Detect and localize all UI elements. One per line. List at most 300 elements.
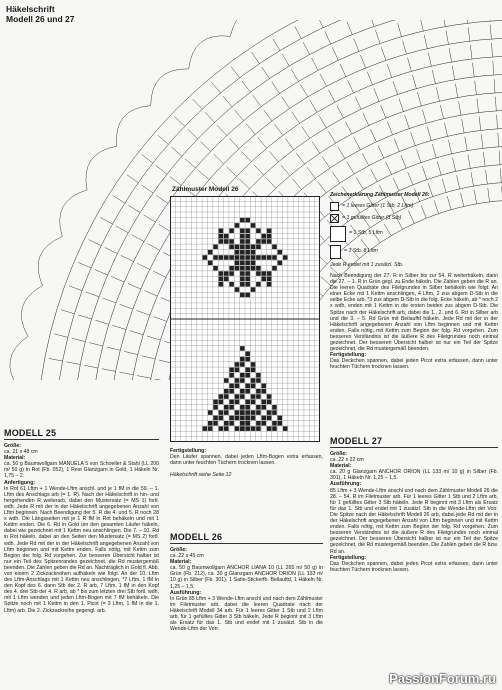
filled-mesh <box>229 282 234 287</box>
filled-mesh <box>245 234 250 239</box>
stitch-mark <box>89 240 102 246</box>
fertig-label: Fertigstellung: <box>330 352 367 359</box>
fertig-label: Fertigstellung: <box>170 448 207 454</box>
stitch-mark <box>422 166 427 179</box>
filled-mesh <box>240 346 245 351</box>
stitch-mark <box>446 31 449 45</box>
filled-mesh <box>245 266 250 271</box>
filled-mesh <box>245 255 250 260</box>
stitch-mark <box>95 320 108 324</box>
filled-mesh <box>240 426 245 431</box>
filled-mesh <box>213 405 218 410</box>
stitch-mark <box>72 338 86 341</box>
stitch-mark <box>403 41 407 55</box>
stitch-mark <box>418 92 422 106</box>
filled-mesh <box>240 410 245 415</box>
filled-mesh <box>245 239 250 244</box>
stitch-mark <box>137 376 151 379</box>
filled-mesh <box>251 410 256 415</box>
filled-mesh <box>283 255 288 260</box>
tall-square-icon <box>330 245 341 259</box>
filled-mesh <box>235 245 240 250</box>
stitch-mark <box>498 133 499 147</box>
stitch-mark <box>282 54 289 66</box>
filled-mesh <box>240 218 245 223</box>
stitch-mark <box>266 178 276 188</box>
stitch-mark <box>120 372 134 375</box>
filled-mesh <box>278 421 283 426</box>
execution-label: Ausführung: <box>170 589 202 596</box>
stitch-mark <box>252 52 260 64</box>
stitch-mark <box>86 292 99 297</box>
stitch-mark <box>67 362 81 365</box>
filled-mesh <box>213 255 218 260</box>
filled-mesh <box>251 416 256 421</box>
execution-label: Anfertigung: <box>4 479 36 486</box>
filled-mesh <box>256 266 261 271</box>
stitch-mark <box>158 135 169 144</box>
filled-mesh <box>229 266 234 271</box>
stitch-mark <box>214 154 224 164</box>
filled-mesh <box>235 368 240 373</box>
stitch-mark <box>103 298 116 303</box>
filled-mesh <box>245 250 250 255</box>
filled-mesh <box>256 271 261 276</box>
stitch-mark <box>493 61 494 75</box>
stitch-mark <box>475 81 477 95</box>
fertig-text: Das Deckchen spannen, dabei jeden Picot extra erfassen, dann unter feuchten Tüchern trocknen lassen. <box>330 358 498 371</box>
filled-mesh <box>251 223 256 228</box>
filled-mesh <box>240 421 245 426</box>
filled-mesh <box>256 239 261 244</box>
filled-mesh <box>240 277 245 282</box>
filled-mesh <box>240 389 245 394</box>
stitch-mark <box>193 99 203 109</box>
filled-mesh <box>256 394 261 399</box>
stitch-mark <box>128 284 141 290</box>
filled-mesh <box>229 421 234 426</box>
filled-mesh <box>235 384 240 389</box>
filled-mesh <box>245 351 250 356</box>
stitch-mark <box>337 106 344 118</box>
scallop-fan <box>86 146 117 190</box>
filled-mesh <box>208 410 213 415</box>
legend-item-label: = 1 Stb, 8 Lftm <box>344 248 378 255</box>
stitch-mark <box>253 95 261 106</box>
stitch-mark <box>78 262 91 268</box>
filled-mesh <box>278 261 283 266</box>
stitch-mark <box>455 84 457 98</box>
filled-mesh <box>261 400 266 405</box>
filled-mesh <box>256 389 261 394</box>
filled-mesh <box>245 357 250 362</box>
stitch-mark <box>137 311 150 316</box>
stitch-mark <box>302 127 310 139</box>
stitch-mark <box>310 100 317 112</box>
scallop-fan <box>21 286 42 337</box>
material-text: ca. 50 g Baumwollgarn MANUELA 5 von Schoeller & Stahl (LL 200 m/ 50 g) in Rot (Fb. 052), 1 Rest Glanzgarn in Gold, 1 Häkeln Nr. 1,75 – 2. <box>4 461 159 480</box>
filled-mesh <box>229 245 234 250</box>
stitch-mark <box>137 263 150 269</box>
stitch-mark <box>338 147 345 159</box>
filled-mesh <box>235 287 240 292</box>
modell26-continuation <box>330 273 498 371</box>
filled-mesh <box>267 282 272 287</box>
filled-mesh <box>267 426 272 431</box>
stitch-mark <box>301 85 308 97</box>
filled-mesh <box>245 405 250 410</box>
filled-mesh <box>240 228 245 233</box>
stitch-mark <box>500 169 501 183</box>
stitch-mark <box>230 138 240 148</box>
filled-mesh <box>213 400 218 405</box>
filled-mesh <box>240 282 245 287</box>
filet-chart <box>170 196 320 442</box>
stitch-mark <box>470 45 472 59</box>
filled-mesh <box>267 271 272 276</box>
filled-mesh <box>245 218 250 223</box>
stitch-mark <box>408 172 413 185</box>
filled-mesh <box>251 362 256 367</box>
filled-mesh <box>261 421 266 426</box>
stitch-mark <box>147 336 160 340</box>
stitch-mark <box>347 22 352 35</box>
stitch-mark <box>159 224 171 231</box>
legend-item-label: = 1 leeres Gitter (1 Stb, 2 Lftm) <box>342 202 414 209</box>
filled-mesh <box>245 368 250 373</box>
stitch-mark <box>199 171 210 180</box>
stitch-mark <box>170 177 181 186</box>
stitch-mark <box>185 159 196 168</box>
fertig26-section <box>170 448 323 478</box>
filled-mesh <box>219 234 224 239</box>
filled-mesh <box>245 271 250 276</box>
size-value: ca. 21 x 48 cm <box>4 449 38 456</box>
stitch-mark <box>440 105 443 119</box>
filled-mesh <box>224 239 229 244</box>
stitch-mark <box>113 196 125 204</box>
filled-mesh <box>240 373 245 378</box>
stitch-mark <box>481 134 483 148</box>
stitch-mark <box>322 157 330 169</box>
size-label: Größe: <box>170 547 188 553</box>
stitch-mark <box>422 110 426 124</box>
stitch-mark <box>95 270 108 276</box>
stitch-mark <box>442 179 446 193</box>
section-heading: MODELL 26 <box>170 532 323 544</box>
filled-mesh <box>267 239 272 244</box>
stitch-mark <box>292 112 300 124</box>
filled-mesh <box>278 250 283 255</box>
filled-mesh <box>235 362 240 367</box>
stitch-mark <box>436 88 439 102</box>
legend-item <box>330 245 498 259</box>
stitch-mark <box>427 127 431 141</box>
stitch-mark <box>332 48 338 61</box>
filled-mesh <box>240 362 245 367</box>
filled-mesh <box>224 277 229 282</box>
stitch-mark <box>452 66 454 80</box>
stitch-mark <box>144 291 157 297</box>
stitch-mark <box>340 64 346 77</box>
filled-mesh <box>261 239 266 244</box>
header-title: Häkelschrift <box>6 4 55 14</box>
filled-mesh <box>251 368 256 373</box>
continuation-text: Nach Beendigung der 27. R in Silber bis zur 54. R weiterhäkeln, dann die 27. – 1. R in Grün gegl. zu Ende häkeln. Die Zahlen geben die R an. Die leeren Quadrate des Filetgrundes in Silber behäkeln wie folgt: An einer Ecke mit 1 Kettm anschlingen, 4 Lftm, 2 zus abgem D-Stb in die selbe Ecke arb, *3 zus abgem D-Stb in die folg. Ecke häkeln, ab * noch 2 x wdh, enden mit 1 Kettm in die ersten beiden zus abgem D-Stb. Die Spitze nach der Häkelschrift arb, dabei die 1., 2. und 6. Rd in Silber arb und die 3. – 5. Rd Grün mit Beilauffd häkeln. Jede Rd mit der in der Häkelschrift angegebenen Anzahl von Lftm beginnen und mit Kettm enden. Falls nötig, mit Kettm zum Beginn der folg. Rd vorgehen. Zum besseren Verständnis ist die äußere R des Filetgrundes noch einmal gezeichnet. Der besseren Übersicht halber ist nur ein Teil der Spitze gezeichnet, die Rd mustergemäß beenden. <box>330 273 498 353</box>
filled-mesh <box>256 255 261 260</box>
filled-mesh <box>229 405 234 410</box>
filled-mesh <box>203 426 208 431</box>
filled-mesh <box>229 255 234 260</box>
stitch-mark <box>296 153 305 164</box>
filled-mesh <box>240 266 245 271</box>
filled-mesh <box>208 426 213 431</box>
stitch-mark <box>457 175 460 189</box>
filled-mesh <box>235 400 240 405</box>
stitch-mark <box>449 140 452 154</box>
filled-mesh <box>261 234 266 239</box>
stitch-mark <box>262 67 270 79</box>
filled-mesh <box>224 421 229 426</box>
filled-mesh <box>245 410 250 415</box>
stitch-mark <box>258 138 267 149</box>
stitch-mark <box>432 70 435 84</box>
stitch-mark <box>273 39 280 51</box>
stitch-mark <box>362 153 369 165</box>
stitch-mark <box>345 122 352 134</box>
filled-mesh <box>213 245 218 250</box>
filled-mesh <box>219 255 224 260</box>
filled-mesh <box>229 400 234 405</box>
filled-mesh <box>256 410 261 415</box>
stitch-mark <box>142 185 153 193</box>
filled-mesh <box>224 378 229 383</box>
stitch-mark <box>100 217 112 224</box>
stitch-mark <box>105 248 118 254</box>
stitch-mark <box>367 72 372 85</box>
filled-mesh <box>261 384 266 389</box>
filled-mesh <box>261 416 266 421</box>
stitch-mark <box>127 175 139 183</box>
stitch-mark <box>320 74 327 86</box>
filled-mesh <box>256 373 261 378</box>
legend-item <box>330 214 498 223</box>
filled-mesh <box>235 255 240 260</box>
stitch-mark <box>307 167 315 178</box>
stitch-mark <box>130 331 143 335</box>
stitch-mark <box>374 88 379 101</box>
stitch-mark <box>444 123 447 137</box>
stitch-mark <box>465 137 467 151</box>
stitch-mark <box>479 117 481 131</box>
filled-mesh <box>256 426 261 431</box>
stitch-mark <box>61 310 74 314</box>
filled-mesh <box>256 421 261 426</box>
scallop-fan <box>38 237 62 286</box>
filled-mesh <box>267 394 272 399</box>
stitch-mark <box>411 132 416 145</box>
stitch-mark <box>223 96 232 107</box>
stitch-mark <box>242 152 252 162</box>
scallop-fan <box>116 106 150 147</box>
filled-mesh <box>219 277 224 282</box>
stitch-mark <box>347 162 354 174</box>
filled-mesh <box>240 405 245 410</box>
filled-mesh <box>213 421 218 426</box>
stitch-mark <box>124 351 138 354</box>
stitch-mark <box>113 325 126 329</box>
stitch-mark <box>453 158 456 172</box>
stitch-mark <box>54 334 68 337</box>
filled-mesh <box>278 416 283 421</box>
filled-mesh <box>229 228 234 233</box>
stitch-mark <box>332 171 340 183</box>
stitch-mark <box>432 144 436 158</box>
filled-mesh <box>245 416 250 421</box>
stitch-mark <box>156 195 168 203</box>
filled-mesh <box>272 410 277 415</box>
filled-mesh <box>240 394 245 399</box>
filled-mesh <box>235 410 240 415</box>
legend-item-label: = 1 gefülltes Gitter (3 Stb) <box>342 214 402 221</box>
filled-mesh <box>229 389 234 394</box>
filled-mesh <box>235 416 240 421</box>
stitch-mark <box>386 162 392 175</box>
filled-mesh <box>229 384 234 389</box>
stitch-mark <box>121 255 134 261</box>
empty-square-icon <box>330 202 339 211</box>
filled-mesh <box>272 426 277 431</box>
filled-mesh <box>261 255 266 260</box>
stitch-mark <box>89 343 103 346</box>
filled-mesh <box>213 266 218 271</box>
stitch-mark <box>217 125 227 135</box>
stitch-mark <box>483 152 485 166</box>
section-heading: MODELL 25 <box>4 428 159 440</box>
filled-mesh <box>267 255 272 260</box>
filled-mesh <box>235 250 240 255</box>
size-value: ca. 22 x 22 cm <box>330 457 364 464</box>
filled-mesh <box>229 416 234 421</box>
stitch-mark <box>417 149 422 162</box>
filled-mesh <box>219 426 224 431</box>
stitch-mark <box>142 356 156 359</box>
filled-mesh <box>229 368 234 373</box>
filled-mesh <box>224 389 229 394</box>
filled-mesh <box>267 410 272 415</box>
filled-mesh <box>251 384 256 389</box>
stitch-mark <box>428 53 431 67</box>
filled-mesh <box>224 410 229 415</box>
stitch-mark <box>154 317 167 322</box>
stitch-mark <box>494 79 495 93</box>
execution-text: In Grün 85 Lftm + 3 Wende-Lftm anschl und nach dem Zählmuster im Filetmuster arb, dabei die leeren Quadrate nach der Häkelschrift Modell 34 arb. Für 1 leeres Gitter 1 Stb und 2 Lftm arb, für 1 gefülltes Gitter 3 Stb häkeln. Jede R beginnt mit 3 Lftm als Ersatz für das 1. Stb und endet mit 1 zusätzl. Stb in die Wende-Lftm der Vorr. <box>170 595 323 633</box>
filled-mesh <box>235 394 240 399</box>
stitch-mark <box>437 162 441 176</box>
stitch-mark <box>319 116 326 128</box>
filled-mesh <box>240 378 245 383</box>
filled-mesh <box>256 378 261 383</box>
stitch-mark <box>246 124 255 135</box>
stitch-mark <box>240 179 250 189</box>
stitch-mark <box>275 124 283 135</box>
stitch-mark <box>393 178 399 191</box>
stitch-mark <box>312 142 320 154</box>
stitch-mark <box>443 20 445 27</box>
filled-mesh <box>261 389 266 394</box>
filled-mesh <box>251 378 256 383</box>
stitch-mark <box>401 155 406 168</box>
filled-mesh <box>245 400 250 405</box>
stitch-mark <box>318 182 326 193</box>
filled-mesh <box>208 421 213 426</box>
stitch-mark <box>303 42 310 54</box>
fertig-text: Den Läufer spannen, dabei jeden Lftm-Bogen extra erfassen, dann unter feuchten Tüchern trocknen lassen. <box>170 454 323 467</box>
stitch-mark <box>201 142 211 152</box>
filled-mesh <box>256 228 261 233</box>
filled-mesh <box>219 271 224 276</box>
stitch-mark <box>462 119 464 133</box>
stitch-mark <box>477 99 479 113</box>
stitch-mark <box>459 101 462 115</box>
scallop-fan <box>60 190 87 237</box>
filled-mesh <box>240 239 245 244</box>
scallop-fan <box>230 20 275 36</box>
filled-mesh <box>219 228 224 233</box>
scallop-fan <box>189 36 231 69</box>
filled-mesh <box>229 271 234 276</box>
stitch-mark <box>227 167 237 177</box>
material-label: Material: <box>170 559 192 566</box>
filled-mesh <box>224 255 229 260</box>
stitch-mark <box>142 155 153 164</box>
filled-mesh <box>267 416 272 421</box>
stitch-mark <box>144 215 156 222</box>
stitch-mark <box>69 286 82 291</box>
stitch-mark <box>156 166 167 175</box>
stitch-mark <box>370 20 375 26</box>
stitch-mark <box>285 139 293 150</box>
filled-mesh <box>245 282 250 287</box>
stitch-mark <box>205 112 215 122</box>
material-label: Material: <box>330 463 352 470</box>
stitch-mark <box>281 165 290 176</box>
filled-mesh <box>213 416 218 421</box>
stitch-mark <box>231 67 240 78</box>
filled-mesh <box>251 266 256 271</box>
filled-mesh <box>245 261 250 266</box>
stitch-mark <box>486 170 488 184</box>
filled-mesh <box>251 400 256 405</box>
filled-mesh <box>256 405 261 410</box>
filled-mesh <box>240 261 245 266</box>
stitch-mark <box>242 81 250 92</box>
stitch-mark <box>49 358 63 361</box>
stitch-mark <box>354 137 361 149</box>
filled-mesh <box>240 250 245 255</box>
filled-mesh <box>235 266 240 271</box>
filled-mesh <box>240 271 245 276</box>
stitch-mark <box>153 271 166 277</box>
stitch-mark <box>175 117 185 127</box>
filled-mesh <box>219 410 224 415</box>
filled-mesh <box>245 389 250 394</box>
stitch-mark <box>78 315 91 319</box>
stitch-mark <box>317 20 323 28</box>
filled-mesh <box>267 277 272 282</box>
material-label: Material: <box>4 455 26 462</box>
stitch-mark <box>155 379 169 380</box>
